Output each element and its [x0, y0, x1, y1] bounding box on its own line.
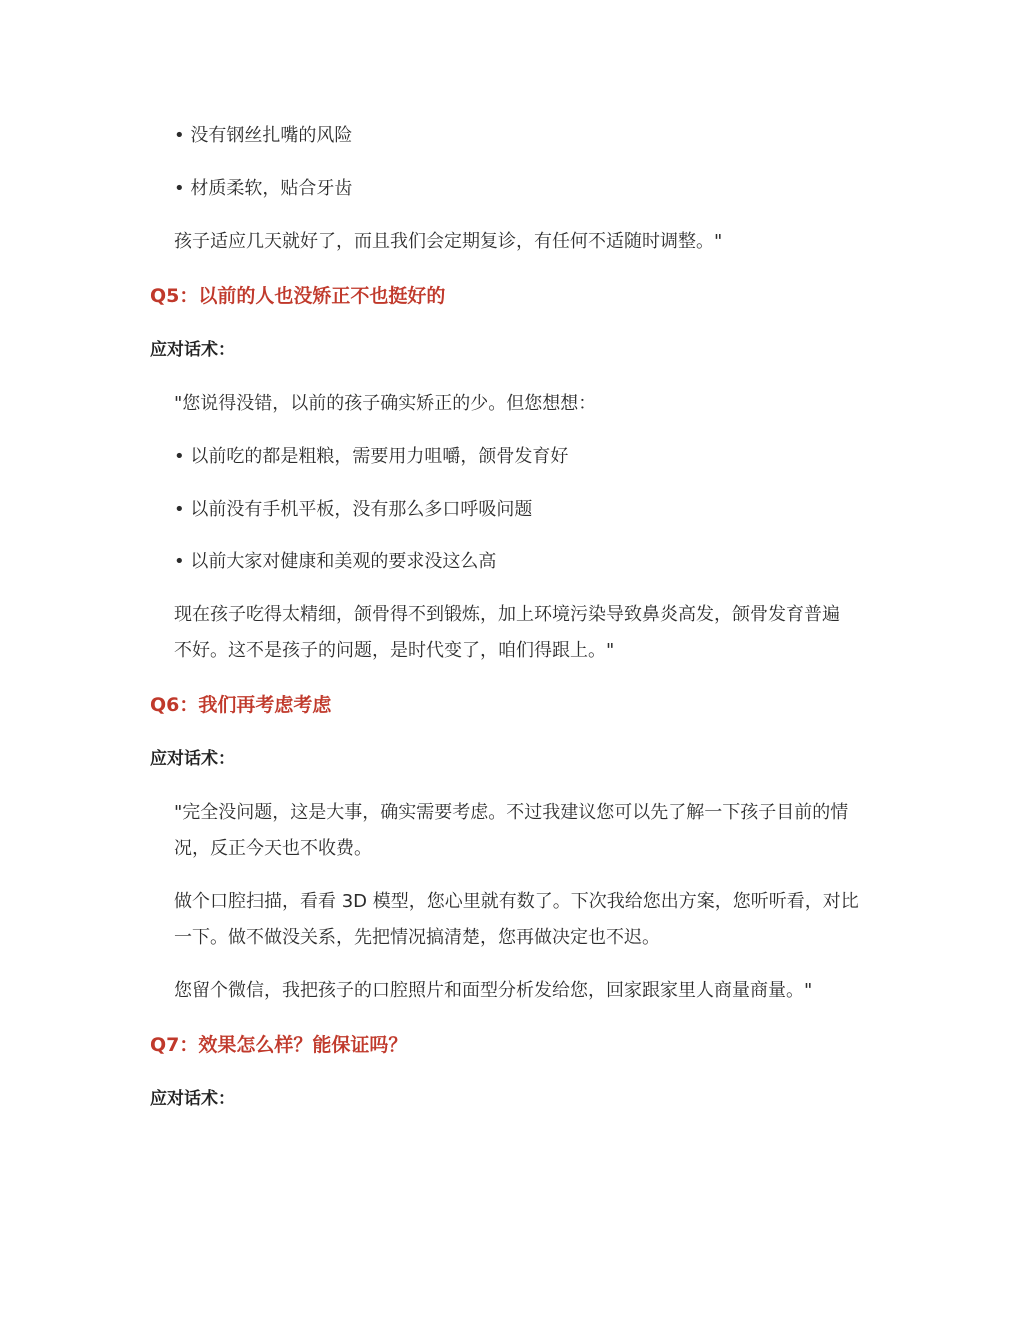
question-heading-q5: Q5：以前的人也没矫正不也挺好的	[150, 285, 446, 307]
question-heading-q7: Q7：效果怎么样？能保证吗？	[150, 1034, 408, 1056]
paragraph-line: 做个口腔扫描，看看 3D 模型，您心里就有数了。下次我给您出方案，您听听看，对比	[174, 891, 859, 912]
question-heading-q6: Q6：我们再考虑考虑	[150, 694, 332, 716]
paragraph-line: 不好。这不是孩子的问题，是时代变了，咱们得跟上。"	[174, 640, 615, 661]
bullet-item: • 以前没有手机平板，没有那么多口呼吸问题	[174, 499, 533, 520]
paragraph-line: 现在孩子吃得太精细，颌骨得不到锻炼，加上环境污染导致鼻炎高发，颌骨发育普遍	[174, 604, 840, 625]
response-label: 应对话术：	[150, 340, 235, 360]
bullet-item: • 没有钢丝扎嘴的风险	[174, 125, 353, 146]
bullet-item: • 以前大家对健康和美观的要求没这么高	[174, 551, 497, 572]
bullet-item: • 材质柔软，贴合牙齿	[174, 178, 353, 199]
paragraph-line: 您留个微信，我把孩子的口腔照片和面型分析发给您，回家跟家里人商量商量。"	[174, 980, 813, 1001]
response-label: 应对话术：	[150, 749, 235, 769]
paragraph-line: "完全没问题，这是大事，确实需要考虑。不过我建议您可以先了解一下孩子目前的情	[174, 802, 849, 823]
paragraph-line: 一下。做不做没关系，先把情况搞清楚，您再做决定也不迟。	[174, 927, 660, 948]
paragraph-line: 况，反正今天也不收费。	[174, 838, 372, 859]
bullet-item: • 以前吃的都是粗粮，需要用力咀嚼，颌骨发育好	[174, 446, 569, 467]
paragraph-line: "您说得没错，以前的孩子确实矫正的少。但您想想：	[174, 393, 597, 414]
response-label: 应对话术：	[150, 1089, 235, 1109]
paragraph-line: 孩子适应几天就好了，而且我们会定期复诊，有任何不适随时调整。"	[174, 231, 723, 252]
